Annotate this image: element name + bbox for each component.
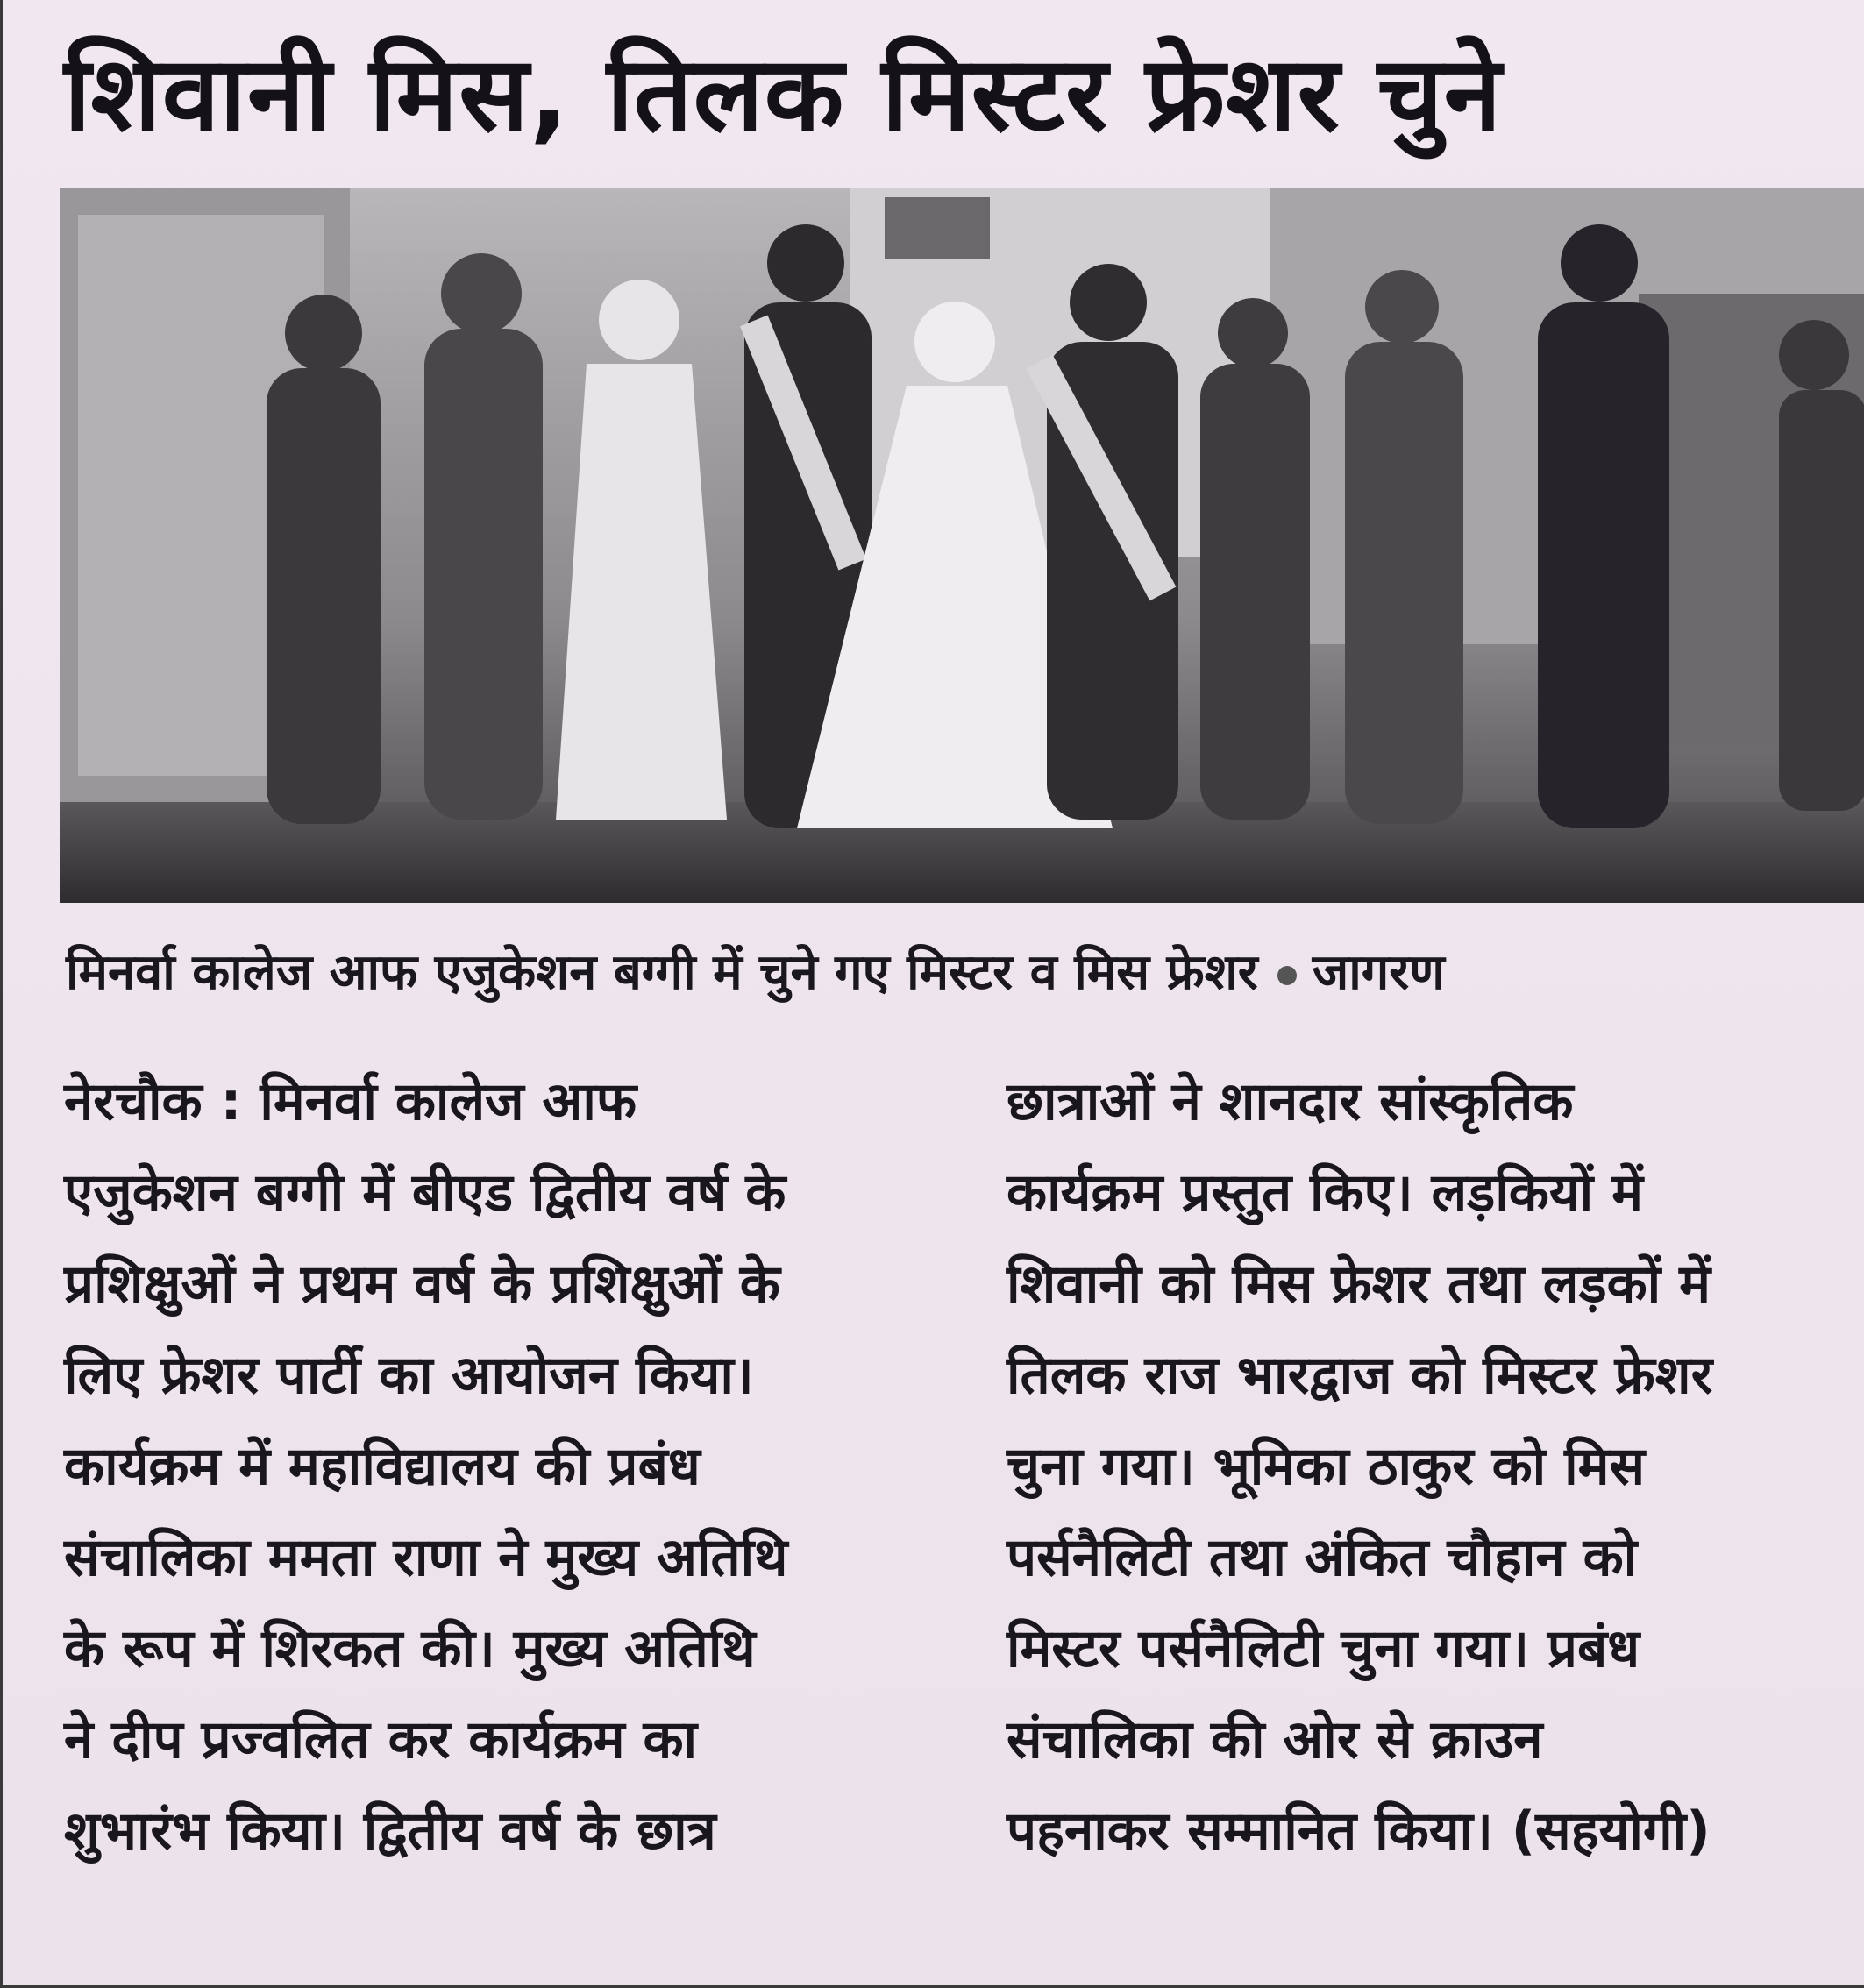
article-line: के रूप में शिरकत की। मुख्य अतिथि: [64, 1618, 756, 1679]
caption-text: मिनर्वा कालेज आफ एजुकेशन बग्गी में चुने गए मिस्टर व मिस फ्रेशर: [66, 944, 1258, 1001]
caption-credit: जागरण: [1312, 944, 1445, 1001]
article-line: पर्सनैलिटी तथा अंकित चौहान को: [1007, 1527, 1638, 1588]
article-line: पहनाकर सम्मानित किया। (सहयोगी): [1007, 1800, 1711, 1862]
group-photo-illustration: [60, 188, 1864, 903]
article-line: लिए फ्रेशर पार्टी का आयोजन किया।: [64, 1345, 754, 1406]
article-column-right: [1007, 1056, 1848, 1877]
article-line: तिलक राज भारद्वाज को मिस्टर फ्रेशर: [1007, 1345, 1713, 1406]
article-column-left: [64, 1056, 941, 1877]
article-line: ने दीप प्रज्वलित कर कार्यक्रम का: [64, 1709, 698, 1771]
article-line: संचालिका ममता राणा ने मुख्य अतिथि: [64, 1527, 788, 1588]
article-line: शिवानी को मिस फ्रेशर तथा लड़कों में: [1007, 1253, 1711, 1315]
dateline: नेरचौक: [64, 1071, 203, 1132]
article-line: शुभारंभ किया। द्वितीय वर्ष के छात्र: [64, 1800, 716, 1862]
article-line: कार्यक्रम प्रस्तुत किए। लड़कियों में: [1007, 1162, 1643, 1224]
article-line: कार्यक्रम में महाविद्यालय की प्रबंध: [64, 1436, 701, 1497]
article-line: एजुकेशन बग्गी में बीएड द्वितीय वर्ष के: [64, 1162, 786, 1224]
bullet-icon: [1277, 966, 1297, 985]
article-line-text: : मिनर्वा कालेज आफ: [202, 1071, 637, 1132]
article-line: छात्राओं ने शानदार सांस्कृतिक: [1007, 1071, 1574, 1132]
article-line: संचालिका की ओर से क्राउन: [1007, 1709, 1543, 1771]
news-photo: [60, 188, 1864, 903]
article-line: प्रशिक्षुओं ने प्रथम वर्ष के प्रशिक्षुओं के: [64, 1253, 780, 1315]
photo-caption: [66, 938, 1819, 1008]
article-line: [64, 1056, 941, 1147]
article-line: मिस्टर पर्सनैलिटी चुना गया। प्रबंध: [1007, 1618, 1640, 1679]
article-line: चुना गया। भूमिका ठाकुर को मिस: [1007, 1436, 1646, 1497]
headline: शिवानी मिस, तिलक मिस्टर फ्रेशर चुने: [64, 33, 1503, 154]
